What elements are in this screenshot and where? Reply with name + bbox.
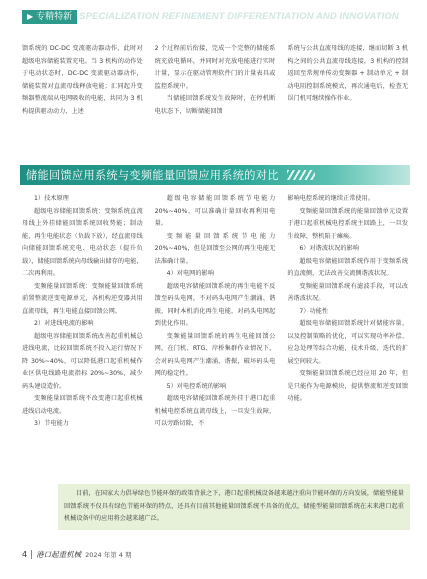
paragraph: 超级电容储能回馈系统的再生电能不反馈至码头电网，不对码头电网产生潮涌、谐振，同时本机消化再生电能，对码头电网起到优化作用。 (154, 282, 276, 327)
page-footer (22, 548, 131, 560)
paragraph: 系统与公共直流母线的连接，继而切断 3 机构之间的公共直流母线连接，3 机构的控制返回至常规单传动变频器 + 制动单元 + 制动电阻控制系统模式，再次通电后，检查无误门机可继续操作作业。 (287, 45, 409, 103)
paragraph: 变频能量回馈系统的能量回馈单元设置于港口起重机械电控系统主回路上，一旦发生故障，整机陷于瘫痪。 (287, 207, 409, 240)
paragraph: 变频能量回馈系统已经应用 20 年，但是只能作为电源模块，提供整流和逆变回馈功能。 (287, 370, 409, 402)
top-text-columns (22, 43, 408, 165)
paragraph: 超级电容储能回馈系统节电能力 20%~40%，可以准确计量回收再利用电量。 (154, 195, 276, 227)
paragraph: 超级电容储能回馈系统改善起重机械总进线电流，比较回馈系统不投入运行情况下降 30%~40%，可以降低港口起重机械作业区供电线路电流指标 20%~30%，减少码头建设造价。 (22, 332, 143, 390)
main-column-2 (155, 193, 276, 477)
footer-divider (31, 550, 32, 559)
section-badge-label: 专精特新 (36, 11, 73, 22)
page-number: 4 (22, 549, 28, 559)
main-column-1 (22, 193, 143, 477)
paragraph: 变频能量回馈系统有滤波手段，可以改善谐波状况。 (287, 282, 409, 302)
top-column-1 (22, 43, 143, 165)
section-badge (22, 10, 77, 24)
page-header (0, 0, 427, 33)
paragraph: 2 个过程前后衔接，完成一个完整的储能系统充放电循环，并同时对充放电能进行实时计量，显示在驱动管理软件门的计量表具或监控系统中。 (154, 45, 276, 90)
play-arrow-icon: ▶ (27, 11, 34, 21)
header-english-title: SPECIALIZATION REFINEMENT DIFFERENTIATION AND INNOVATION (79, 11, 399, 22)
magazine-name: 港口起重机械 (36, 549, 82, 559)
summary-text: 目前，在国家大力倡导绿色节能环保的政策背景之下，港口起重机械设备越来越注重向节能环保的方向发展，储能型能量回馈系统不仅具有绿色节能环保的特点，还具有目前其他能量回馈系统不具备的优点，储能型能量回馈系统在未来港口起重机械设备中的应用将会越来越广泛。 (64, 490, 404, 523)
paragraph: 影响电控系统的继续正常使用。 (287, 195, 374, 202)
decorative-stripes-icon (287, 170, 315, 180)
paragraph: 3）节电能力 (34, 420, 69, 427)
main-text-columns (22, 193, 408, 477)
top-column-3 (287, 43, 408, 165)
paragraph: 变频能量回馈系统节电能力 20%~40%，但是回馈至公网的再生电能无法准确计量。 (154, 232, 276, 265)
paragraph: 超级电容储能回馈系统：变频系统直流母线上外挂储能回馈系统回收势能；制动能，再生电能状态（负载下放），经直流母线向储能回馈系统充电、电动状态（提升负载），储能回馈系统向母线输出储存的电能，二次再利用。 (22, 207, 143, 277)
paragraph: 超级电容储能回馈系统外挂于港口起重机械电控系统直流母线上，一旦发生故障，可以旁路切除，不 (154, 395, 276, 427)
paragraph: 7）功能性 (299, 307, 329, 315)
paragraph: 超级电容储能回馈系统作用于变频系统的直流侧，无法改善交流侧谐波状况。 (287, 257, 409, 277)
paragraph: 变频能量回馈系统：变频能量回馈系统前置整流逆变电源单元，各机构逆变器共用直流母线，再生电能直接回馈公网。 (22, 282, 143, 315)
paragraph: 馈系统的 DC-DC 变流驱动器动作，此时对超级电容储能装置充电。当 3 机构的动作处于电动状态时，DC-DC 变流驱动器动作，储能装置对直流母线释放电能；汇同起升变频器整流端从电网吸收的电能，共同为 3 机构提供驱动动力，上述 (22, 45, 143, 115)
top-column-2 (155, 43, 276, 165)
summary-box (58, 484, 410, 530)
section-heading-bar (20, 165, 410, 185)
paragraph: 变频能量回馈系统的再生电能回馈公网，在门机、RTG、岸桥集群作业情况下，会对码头电网产生潮涌、谐振，破坏码头电网的稳定性。 (154, 332, 276, 377)
paragraph: 2）对进线电流的影响 (34, 320, 94, 327)
paragraph: 4）对电网的影响 (166, 270, 214, 277)
paragraph: 1）技术原理 (34, 195, 69, 202)
paragraph: 当储能回馈系统发生故障时，在停机断电状态下，切断储能回馈 (154, 95, 276, 115)
issue-label: 2024 年第 4 期 (85, 550, 132, 559)
paragraph: 变频能量回馈系统不改变港口起重机械进线启动电流。 (22, 395, 143, 415)
paragraph: 6）对谐波状况的影响 (299, 245, 359, 252)
paragraph: 超级电容储能回馈系统针对储能容量、以及控制策略的优化，可以实现功率补偿、应急处理等综合功能，技术升级、迭代的扩展空间较大。 (287, 320, 409, 365)
section-title: 储能回馈应用系统与变频能量回馈应用系统的对比 (26, 169, 279, 182)
paragraph: 5）对电控系统的影响 (166, 382, 227, 390)
main-column-3 (287, 193, 408, 477)
